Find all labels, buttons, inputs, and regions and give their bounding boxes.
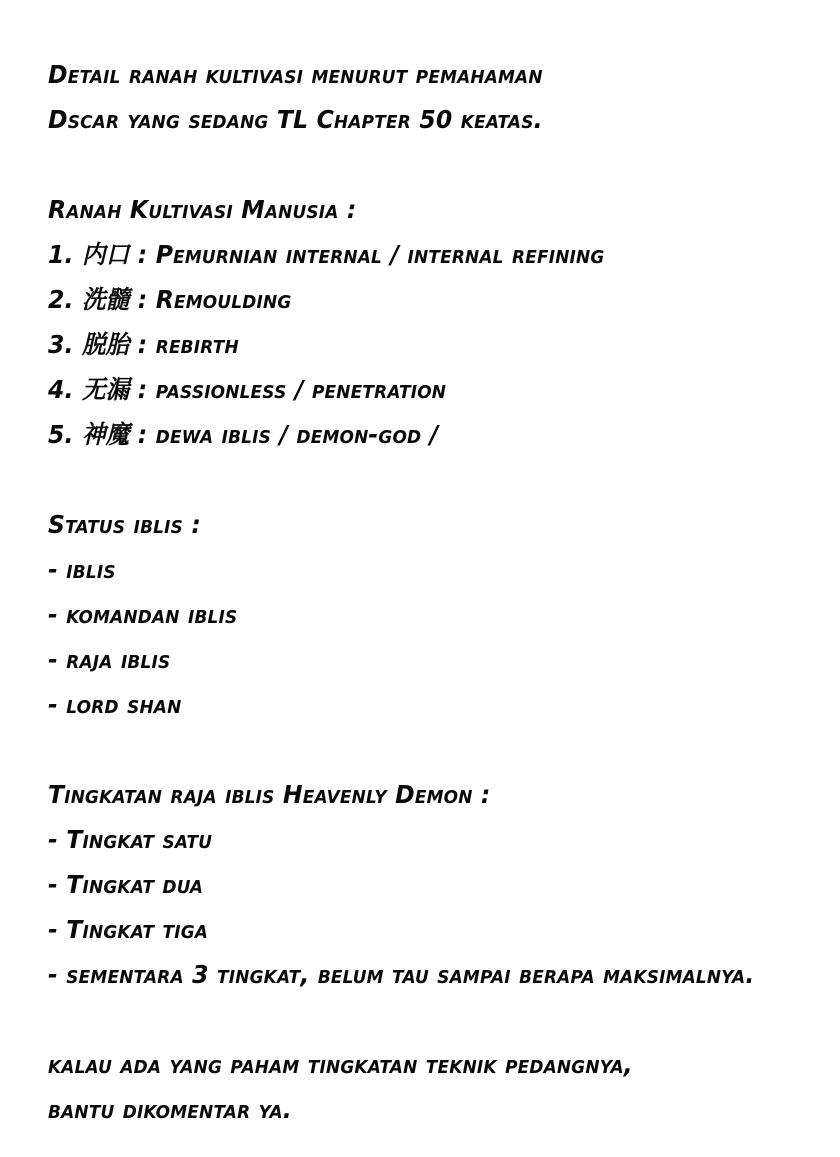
closing-block bbox=[48, 1042, 792, 1132]
intro-line-2: Dscar yang sedang TL Chapter 50 keatas. bbox=[48, 105, 543, 134]
intro-line-1: Detail ranah kultivasi menurut pemahaman bbox=[48, 60, 543, 89]
spacer-3 bbox=[48, 727, 792, 772]
demon-status-item-2: - komandan iblis bbox=[48, 600, 238, 629]
demon-status-item-4: - lord shan bbox=[48, 690, 182, 719]
spacer-2 bbox=[48, 457, 792, 502]
demon-status-section bbox=[48, 502, 792, 727]
demon-king-levels-item-1: - Tingkat satu bbox=[48, 825, 213, 854]
demon-king-levels-item-3: - Tingkat tiga bbox=[48, 915, 209, 944]
demon-king-levels-item-4: - sementara 3 tingkat, belum tau sampai berapa maksimalnya. bbox=[48, 960, 755, 989]
demon-king-levels-heading: Tingkatan raja iblis Heavenly Demon : bbox=[48, 780, 491, 809]
human-cultivation-section bbox=[48, 187, 792, 457]
demon-king-levels-section bbox=[48, 772, 792, 997]
human-cultivation-item-3: 3. 脱胎 : rebirth bbox=[48, 330, 239, 359]
demon-status-item-1: - iblis bbox=[48, 555, 116, 584]
demon-status-item-3: - raja iblis bbox=[48, 645, 171, 674]
demon-status-heading: Status iblis : bbox=[48, 510, 201, 539]
human-cultivation-item-1: 1. 内口 : Pemurnian internal / internal refining bbox=[48, 240, 605, 269]
closing-line-1: kalau ada yang paham tingkatan teknik pedangnya, bbox=[48, 1050, 633, 1079]
intro-block bbox=[48, 52, 792, 142]
human-cultivation-heading: Ranah Kultivasi Manusia : bbox=[48, 195, 357, 224]
spacer-4 bbox=[48, 997, 792, 1042]
spacer-1 bbox=[48, 142, 792, 187]
closing-line-2: bantu dikomentar ya. bbox=[48, 1095, 292, 1124]
human-cultivation-item-4: 4. 无漏 : passionless / penetration bbox=[48, 375, 447, 404]
demon-king-levels-item-2: - Tingkat dua bbox=[48, 870, 204, 899]
human-cultivation-item-5: 5. 神魔 : dewa iblis / demon-god / bbox=[48, 420, 439, 449]
human-cultivation-item-2: 2. 洗髓 : Remoulding bbox=[48, 285, 292, 314]
